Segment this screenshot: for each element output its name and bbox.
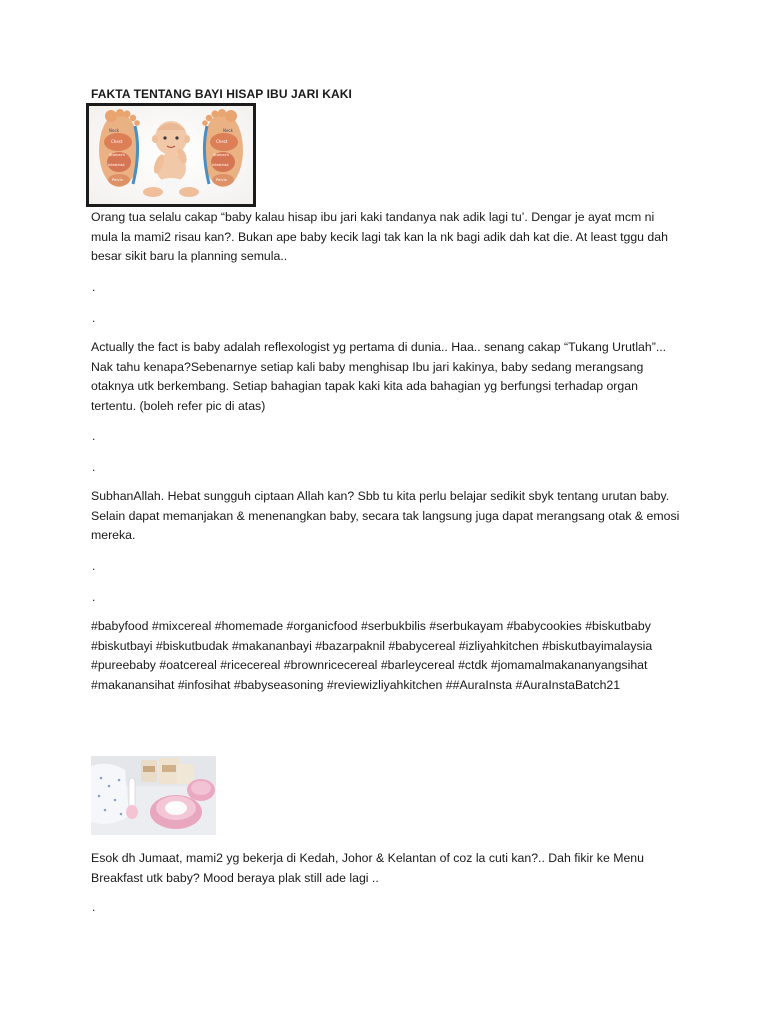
svg-text:Pelvis: Pelvis <box>216 177 227 182</box>
separator-dot: . <box>92 559 96 573</box>
svg-text:Chest: Chest <box>216 139 228 144</box>
separator-dot: . <box>92 280 96 294</box>
separator-dot: . <box>92 900 96 914</box>
document-title: FAKTA TENTANG BAYI HISAP IBU JARI KAKI <box>91 87 352 101</box>
svg-text:Neck: Neck <box>223 128 233 133</box>
baby-reflexology-image <box>86 103 256 207</box>
paragraph-4: Esok dh Jumaat, mami2 yg bekerja di Kedah, Johor & Kelantan of coz la cuti kan?.. Dah fikir ke Menu Breakfast utk baby? Mood beraya plak still ade lagi .. <box>91 851 644 885</box>
svg-text:Neck: Neck <box>109 128 119 133</box>
svg-text:Stomach: Stomach <box>213 153 229 157</box>
paragraph-1: Orang tua selalu cakap “baby kalau hisap ibu jari kaki tandanya nak adik lagi tu’. Dengar je ayat mcm ni mula la mami2 risau kan?. Bukan ape baby kecik lagi tak kan la nk bagi adik dah kat die. At least tggu dah besar sikit baru la planning semula.. <box>91 210 668 263</box>
separator-dot: . <box>92 590 96 604</box>
svg-text:Pelvis: Pelvis <box>112 177 123 182</box>
paragraph-2: Actually the fact is baby adalah reflexologist yg pertama di dunia.. Haa.. senang cakap “Tukang Urutlah”... Nak tahu kenapa?Sebenarnye setiap kali baby menghisap Ibu jari kakinya, baby sedang merangsang otaknya utk berkembang. Setiap bahagian tapak kaki kita ada bahagian yg berfungsi terhadap organ tertentu. (boleh refer pic di atas) <box>91 340 667 413</box>
baby-food-photo <box>91 756 216 835</box>
paragraph-3: SubhanAllah. Hebat sungguh ciptaan Allah kan? Sbb tu kita perlu belajar sedikit sbyk tentang urutan baby. Selain dapat memanjakan & menenangkan baby, secara tak langsung juga dapat merangsang otak & emosi mereka. <box>91 489 680 542</box>
svg-text:Stomach: Stomach <box>109 153 125 157</box>
svg-text:Intestines: Intestines <box>212 163 229 167</box>
svg-text:Intestines: Intestines <box>108 163 125 167</box>
separator-dot: . <box>92 311 96 325</box>
separator-dot: . <box>92 460 96 474</box>
svg-text:Chest: Chest <box>111 139 123 144</box>
separator-dot: . <box>92 429 96 443</box>
hashtag-paragraph: #babyfood #mixcereal #homemade #organicfood #serbukbilis #serbukayam #babycookies #biskutbaby #biskutbayi #biskutbudak #makananbayi #bazarpaknil #babycereal #izliyahkitchen #biskutbayimalaysia #pureebaby #oatcereal #ricecereal #brownricecereal #barleycereal #ctdk #jomamalmakananyangsihat #makanansihat #infosihat #babyseasoning #reviewizliyahkitchen ##AuraInsta #AuraInstaBatch21 <box>91 619 653 692</box>
